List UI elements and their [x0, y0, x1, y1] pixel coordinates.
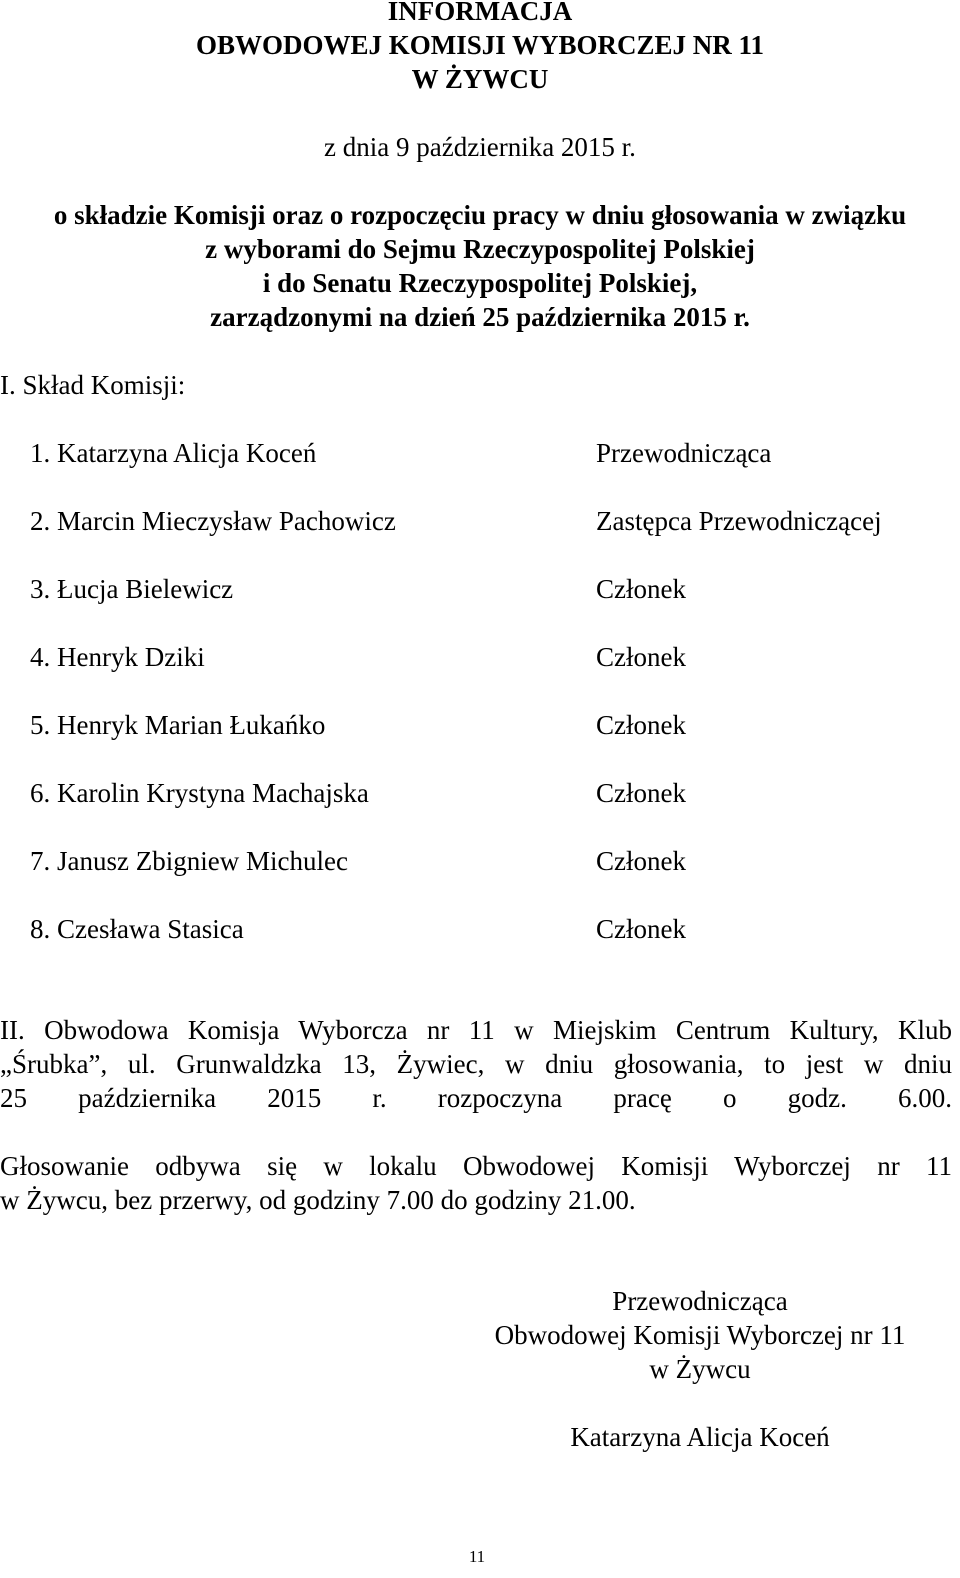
member-row	[30, 436, 960, 470]
member-row	[30, 776, 960, 810]
page-number: 11	[468, 1547, 486, 1566]
voting-info-line-1: Głosowanie odbywa się w lokalu Obwodowej Komisji Wyborczej nr 11	[0, 1151, 952, 1181]
member-row	[30, 708, 960, 742]
voting-info-line-2: w Żywcu, bez przerwy, od godziny 7.00 do godziny 21.00.	[0, 1185, 636, 1215]
document-title-commission: OBWODOWEJ KOMISJI WYBORCZEJ NR 11	[195, 30, 765, 60]
signature-title: Przewodnicząca	[612, 1286, 788, 1316]
member-role: Członek	[596, 574, 686, 604]
signature-name: Katarzyna Alicja Koceń	[570, 1422, 830, 1452]
member-row	[30, 640, 960, 674]
member-row	[30, 844, 960, 878]
member-name: 7. Janusz Zbigniew Michulec	[30, 846, 348, 876]
subject-line-2: z wyborami do Sejmu Rzeczypospolitej Polskiej	[205, 234, 755, 264]
signature-city: w Żywcu	[649, 1354, 751, 1384]
section-composition-title: I. Skład Komisji:	[0, 370, 186, 400]
member-row	[30, 912, 960, 946]
start-info-line-2: „Śrubka”, ul. Grunwaldzka 13, Żywiec, w dniu głosowania, to jest w dniu	[0, 1049, 952, 1079]
start-info-line-3: 25 października 2015 r. rozpoczyna pracę o godz. 6.00.	[0, 1083, 952, 1113]
member-row	[30, 504, 960, 538]
member-name: 2. Marcin Mieczysław Pachowicz	[30, 506, 396, 536]
signature-commission: Obwodowej Komisji Wyborczej nr 11	[494, 1320, 906, 1350]
start-info-line-1: II. Obwodowa Komisja Wyborcza nr 11 w Miejskim Centrum Kultury, Klub	[0, 1015, 952, 1045]
member-role: Członek	[596, 914, 686, 944]
member-role: Członek	[596, 710, 686, 740]
member-name: 4. Henryk Dziki	[30, 642, 205, 672]
document-title-city: W ŻYWCU	[411, 64, 549, 94]
member-role: Członek	[596, 778, 686, 808]
member-name: 3. Łucja Bielewicz	[30, 574, 234, 604]
subject-line-4: zarządzonymi na dzień 25 października 2015 r.	[210, 302, 750, 332]
member-row	[30, 572, 960, 606]
document-title: INFORMACJA	[387, 0, 573, 26]
member-name: 8. Czesława Stasica	[30, 914, 244, 944]
subject-line-1: o składzie Komisji oraz o rozpoczęciu pracy w dniu głosowania w związku	[53, 200, 907, 230]
subject-line-3: i do Senatu Rzeczypospolitej Polskiej,	[262, 268, 698, 298]
member-name: 6. Karolin Krystyna Machajska	[30, 778, 369, 808]
member-role: Członek	[596, 846, 686, 876]
member-role: Członek	[596, 642, 686, 672]
member-name: 5. Henryk Marian Łukańko	[30, 710, 326, 740]
member-role: Zastępca Przewodniczącej	[596, 506, 882, 536]
member-name: 1. Katarzyna Alicja Koceń	[30, 438, 317, 468]
member-role: Przewodnicząca	[596, 438, 772, 468]
document-date: z dnia 9 października 2015 r.	[324, 132, 636, 162]
